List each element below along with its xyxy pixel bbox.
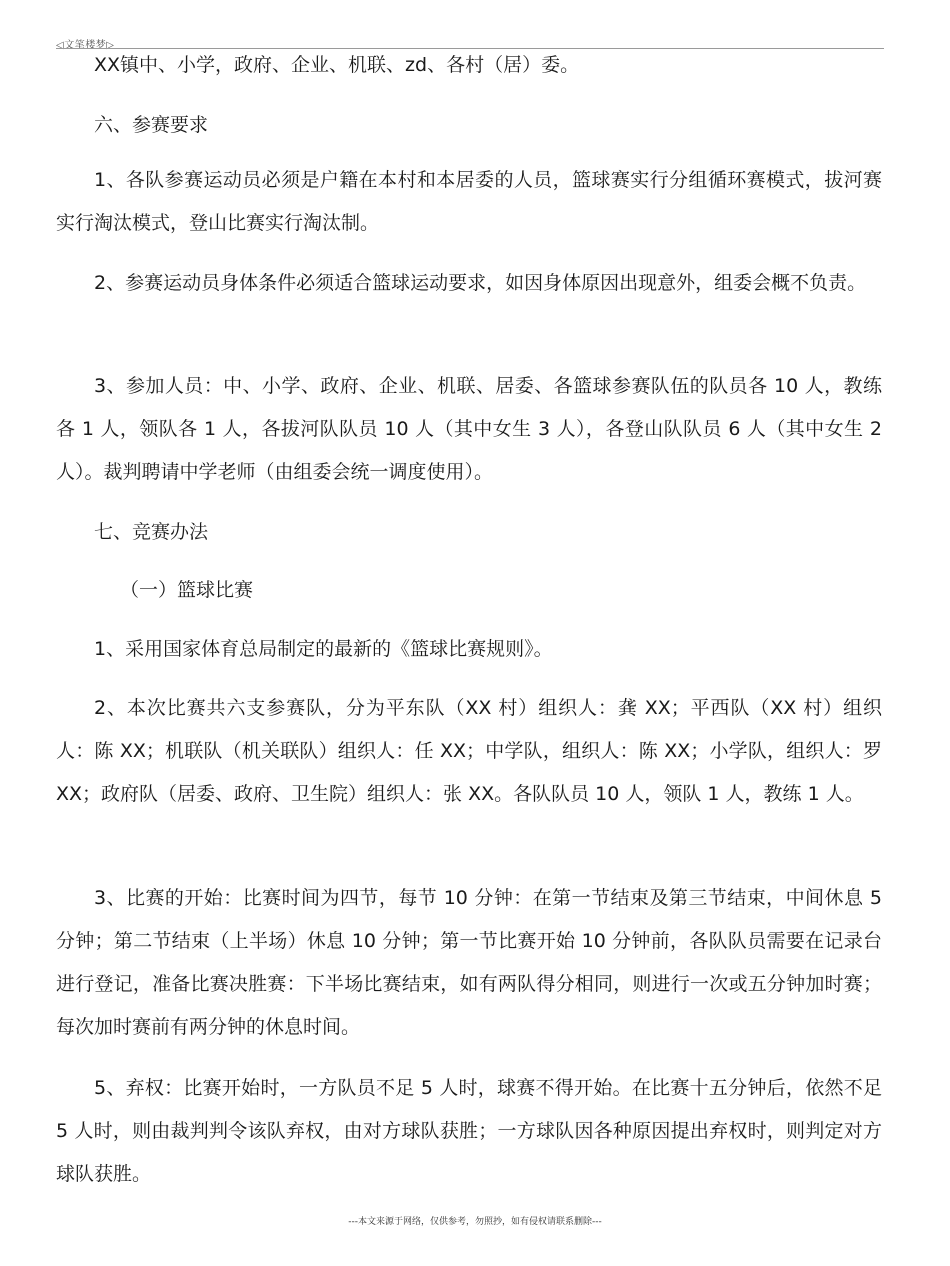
subsection-heading-basketball: （一）篮球比赛 [120, 579, 254, 601]
footer-disclaimer: ---本文来源于网络，仅供参考，勿照抄，如有侵权请联系删除--- [348, 1217, 602, 1227]
section-heading-competition-method: 七、竞赛办法 [94, 521, 209, 543]
paragraph-rule-3-timing: 3、比赛的开始：比赛时间为四节，每节 10 分钟：在第一节结束及第三节结束，中间休息 5 分钟；第二节结束（上半场）休息 10 分钟；第一节比赛开始 10 分钟前，各队队员需要在记录台进行登记，准备比赛决胜赛：下半场比赛结束，如有两队得分相同，则进行一次或五分钟加时赛；每次加时赛前有两分钟的休息时间。 [56, 887, 882, 1038]
paragraph-rule-1: 1、采用国家体育总局制定的最新的《篮球比赛规则》。 [94, 638, 553, 660]
paragraph-requirement-2: 2、参赛运动员身体条件必须适合篮球运动要求，如因身体原因出现意外，组委会概不负责。 [94, 272, 867, 294]
paragraph-participants-continued: XX镇中、小学，政府、企业、机联、zd、各村（居）委。 [94, 54, 580, 76]
paragraph-requirement-1: 1、各队参赛运动员必须是户籍在本村和本居委的人员，篮球赛实行分组循环赛模式，拔河赛实行淘汰模式，登山比赛实行淘汰制。 [56, 169, 882, 234]
paragraph-rule-2-teams: 2、本次比赛共六支参赛队，分为平东队（XX 村）组织人：龚 XX；平西队（XX 村）组织人：陈 XX；机联队（机关联队）组织人：任 XX；中学队，组织人：陈 XX；小学队，组织人：罗 XX；政府队（居委、政府、卫生院）组织人：张 XX。各队队员 10 人，领队 1 人，教练 1 人。 [56, 697, 882, 805]
paragraph-rule-5-forfeit: 5、弃权：比赛开始时，一方队员不足 5 人时，球赛不得开始。在比赛十五分钟后，依然不足 5 人时，则由裁判判令该队弃权，由对方球队获胜；一方球队因各种原因提出弃权时，则判定对方球队获胜。 [56, 1077, 882, 1185]
paragraph-requirement-3: 3、参加人员：中、小学、政府、企业、机联、居委、各篮球参赛队伍的队员各 10 人，教练各 1 人，领队各 1 人，各拔河队队员 10 人（其中女生 3 人），各登山队队员 6 人（其中女生 2 人）。裁判聘请中学老师（由组委会统一调度使用）。 [56, 375, 882, 483]
section-heading-requirements: 六、参赛要求 [94, 114, 209, 136]
header-watermark: ◁文笔楼梦▷ [56, 40, 115, 51]
